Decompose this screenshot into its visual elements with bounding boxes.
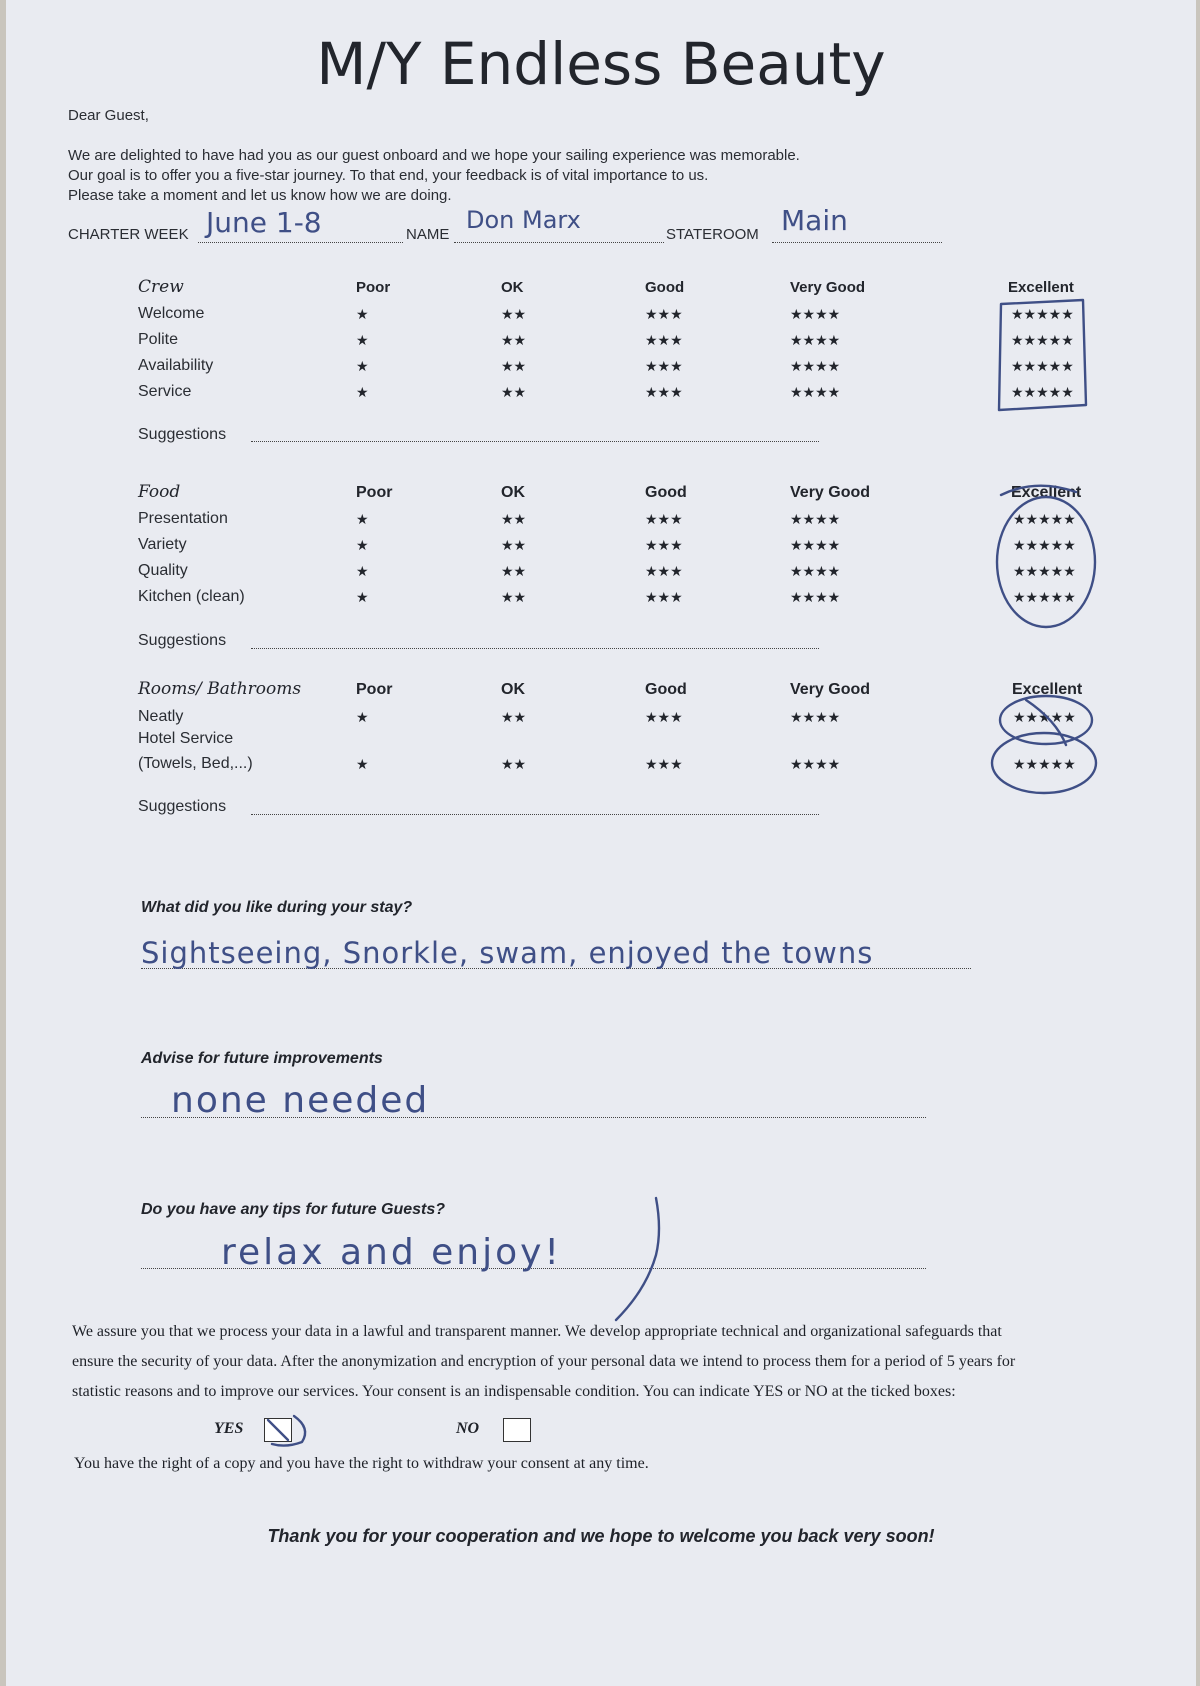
food-heading: Food xyxy=(138,482,181,502)
crew-item-service: Service xyxy=(138,383,192,400)
rooms-item-hotel-service: Hotel Service xyxy=(138,730,234,747)
charter-week-value[interactable]: June 1-8 xyxy=(206,206,322,239)
rights-text: You have the right of a copy and you have the right to withdraw your consent at any time. xyxy=(74,1455,649,1472)
rooms-suggestions-label: Suggestions xyxy=(138,798,227,815)
star-rating-1[interactable]: ★ xyxy=(356,511,369,527)
star-rating-3[interactable]: ★★★ xyxy=(645,589,683,605)
star-rating-4[interactable]: ★★★★ xyxy=(790,709,841,725)
food-col-ok: OK xyxy=(501,484,525,501)
form-title: M/Y Endless Beauty xyxy=(316,30,886,98)
star-rating-4[interactable]: ★★★★ xyxy=(790,358,841,374)
star-rating-2[interactable]: ★★ xyxy=(501,332,527,348)
food-col-excellent: Excellent xyxy=(1011,484,1082,501)
rooms-item-neatly: Neatly xyxy=(138,708,184,725)
food-item-presentation: Presentation xyxy=(138,510,228,527)
greeting: Dear Guest, xyxy=(68,107,149,124)
answer-improvements[interactable]: none needed xyxy=(171,1080,430,1121)
consent-yes-check-mark xyxy=(268,1420,288,1440)
star-rating-1[interactable]: ★ xyxy=(356,358,369,374)
star-rating-4[interactable]: ★★★★ xyxy=(790,384,841,400)
question-liked: What did you like during your stay? xyxy=(141,899,413,916)
star-rating-1[interactable]: ★ xyxy=(356,306,369,322)
food-col-poor: Poor xyxy=(356,484,393,501)
intro-line-3: Please take a moment and let us know how we are doing. xyxy=(68,187,452,204)
star-rating-4[interactable]: ★★★★ xyxy=(790,332,841,348)
charter-week-label: CHARTER WEEK xyxy=(68,226,189,243)
food-item-variety: Variety xyxy=(138,536,187,553)
star-rating-2[interactable]: ★★ xyxy=(501,589,527,605)
star-rating-2[interactable]: ★★ xyxy=(501,511,527,527)
feedback-form-sheet xyxy=(6,0,1196,1686)
rooms-neatly-selection-circle xyxy=(1000,696,1092,744)
star-rating-4[interactable]: ★★★★ xyxy=(790,563,841,579)
rooms-col-excellent: Excellent xyxy=(1012,681,1083,698)
star-rating-2[interactable]: ★★ xyxy=(501,537,527,553)
legal-line-1: We assure you that we process your data in a lawful and transparent manner. We develop appropriate technical and organizational safeguards that xyxy=(72,1323,1002,1340)
question-tips: Do you have any tips for future Guests? xyxy=(141,1201,446,1218)
star-rating-1[interactable]: ★ xyxy=(356,537,369,553)
star-rating-5[interactable]: ★★★★★ xyxy=(1013,709,1076,725)
star-rating-5[interactable]: ★★★★★ xyxy=(1013,563,1076,579)
crew-item-availability: Availability xyxy=(138,357,214,374)
star-rating-2[interactable]: ★★ xyxy=(501,709,527,725)
star-rating-3[interactable]: ★★★ xyxy=(645,709,683,725)
rooms-col-very-good: Very Good xyxy=(790,681,871,698)
crew-col-very-good: Very Good xyxy=(790,279,866,296)
star-rating-2[interactable]: ★★ xyxy=(501,563,527,579)
star-rating-1[interactable]: ★ xyxy=(356,589,369,605)
star-rating-1[interactable]: ★ xyxy=(356,384,369,400)
name-label: NAME xyxy=(406,226,450,243)
star-rating-5[interactable]: ★★★★★ xyxy=(1013,589,1076,605)
rooms-heading: Rooms/ Bathrooms xyxy=(138,679,302,699)
intro-line-1: We are delighted to have had you as our guest onboard and we hope your sailing experience was memorable. xyxy=(68,147,800,164)
closing-message: Thank you for your cooperation and we hope to welcome you back very soon! xyxy=(267,1526,935,1546)
star-rating-3[interactable]: ★★★ xyxy=(645,511,683,527)
star-rating-5[interactable]: ★★★★★ xyxy=(1011,358,1074,374)
star-rating-4[interactable]: ★★★★ xyxy=(790,511,841,527)
rooms-col-good: Good xyxy=(645,681,687,698)
crew-col-poor: Poor xyxy=(356,279,391,296)
rooms-col-ok: OK xyxy=(501,681,525,698)
answer-liked[interactable]: Sightseeing, Snorkle, swam, enjoyed the towns xyxy=(141,936,874,970)
star-rating-5[interactable]: ★★★★★ xyxy=(1011,332,1074,348)
rooms-col-poor: Poor xyxy=(356,681,393,698)
star-rating-4[interactable]: ★★★★ xyxy=(790,756,841,772)
food-excellent-selection-circle xyxy=(997,497,1095,627)
star-rating-5[interactable]: ★★★★★ xyxy=(1013,537,1076,553)
star-rating-4[interactable]: ★★★★ xyxy=(790,537,841,553)
legal-line-3: statistic reasons and to improve our services. Your consent is an indispensable condition. You can indicate YES or NO at the ticked boxes: xyxy=(72,1383,956,1400)
rooms-item-towels-bed: (Towels, Bed,...) xyxy=(138,755,253,772)
star-rating-2[interactable]: ★★ xyxy=(501,306,527,322)
food-item-quality: Quality xyxy=(138,562,188,579)
star-rating-3[interactable]: ★★★ xyxy=(645,306,683,322)
food-col-good: Good xyxy=(645,484,687,501)
star-rating-3[interactable]: ★★★ xyxy=(645,332,683,348)
star-rating-5[interactable]: ★★★★★ xyxy=(1011,384,1074,400)
star-rating-2[interactable]: ★★ xyxy=(501,384,527,400)
crew-suggestions-label: Suggestions xyxy=(138,426,227,443)
food-item-kitchen: Kitchen (clean) xyxy=(138,588,245,605)
name-value[interactable]: Don Marx xyxy=(466,206,581,234)
food-col-very-good: Very Good xyxy=(790,484,871,501)
crew-col-good: Good xyxy=(645,279,685,296)
star-rating-1[interactable]: ★ xyxy=(356,709,369,725)
legal-line-2: ensure the security of your data. After the anonymization and encryption of your personal data we intend to process them for a period of 5 years for xyxy=(72,1353,1016,1370)
star-rating-3[interactable]: ★★★ xyxy=(645,358,683,374)
star-rating-2[interactable]: ★★ xyxy=(501,756,527,772)
star-rating-5[interactable]: ★★★★★ xyxy=(1013,756,1076,772)
question-improvements: Advise for future improvements xyxy=(141,1050,383,1067)
crew-heading: Crew xyxy=(138,277,184,297)
ink-annotations xyxy=(6,0,1196,1686)
star-rating-4[interactable]: ★★★★ xyxy=(790,589,841,605)
stateroom-label: STATEROOM xyxy=(666,226,759,243)
star-rating-3[interactable]: ★★★ xyxy=(645,537,683,553)
star-rating-3[interactable]: ★★★ xyxy=(645,756,683,772)
rooms-hotel-service-selection-circle xyxy=(992,733,1096,793)
star-rating-3[interactable]: ★★★ xyxy=(645,563,683,579)
star-rating-4[interactable]: ★★★★ xyxy=(790,306,841,322)
consent-yes-label: YES xyxy=(214,1420,244,1437)
tips-exclamation-stroke xyxy=(616,1198,659,1320)
star-rating-3[interactable]: ★★★ xyxy=(645,384,683,400)
stateroom-value[interactable]: Main xyxy=(781,204,848,237)
crew-excellent-selection-box xyxy=(999,300,1086,410)
crew-col-excellent: Excellent xyxy=(1008,279,1074,296)
star-rating-1[interactable]: ★ xyxy=(356,563,369,579)
crew-col-ok: OK xyxy=(501,279,524,296)
star-rating-2[interactable]: ★★ xyxy=(501,358,527,374)
intro-line-2: Our goal is to offer you a five-star journey. To that end, your feedback is of vital importance to us. xyxy=(68,167,709,184)
star-rating-5[interactable]: ★★★★★ xyxy=(1011,306,1074,322)
star-rating-1[interactable]: ★ xyxy=(356,332,369,348)
star-rating-5[interactable]: ★★★★★ xyxy=(1013,511,1076,527)
answer-tips[interactable]: relax and enjoy! xyxy=(221,1232,562,1273)
star-rating-1[interactable]: ★ xyxy=(356,756,369,772)
crew-item-welcome: Welcome xyxy=(138,305,205,322)
crew-item-polite: Polite xyxy=(138,331,179,348)
consent-no-label: NO xyxy=(456,1420,480,1437)
food-suggestions-label: Suggestions xyxy=(138,632,227,649)
